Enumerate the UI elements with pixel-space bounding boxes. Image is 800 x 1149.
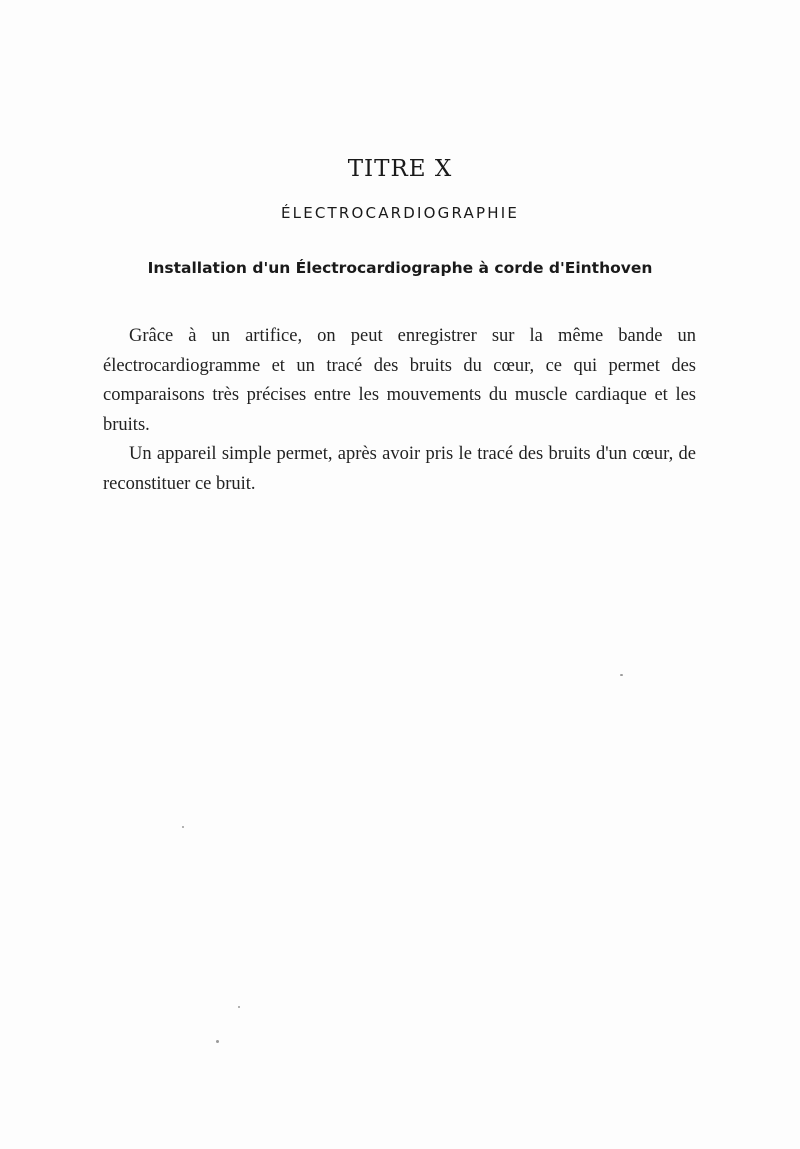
paragraph: Un appareil simple permet, après avoir pris le tracé des bruits d'un cœur, de reconstituer ce bruit.: [103, 444, 696, 494]
section-title: ÉLECTROCARDIOGRAPHIE: [280, 204, 520, 222]
chapter-heading: TITRE X: [347, 156, 453, 182]
scan-speck: [216, 1040, 219, 1043]
body-text: [103, 322, 696, 499]
scan-speck: [238, 1006, 240, 1008]
subtitle: Installation d'un Électrocardiographe à corde d'Einthoven: [147, 259, 653, 277]
paragraph: Grâce à un artifice, on peut enregistrer sur la même bande un électrocardiogramme et un tracé des bruits du cœur, ce qui permet des comparaisons très précises entre les mouvements du muscle cardiaque et les bruits.: [103, 326, 696, 435]
scan-speck: [182, 826, 184, 828]
scan-speck: [620, 674, 623, 676]
